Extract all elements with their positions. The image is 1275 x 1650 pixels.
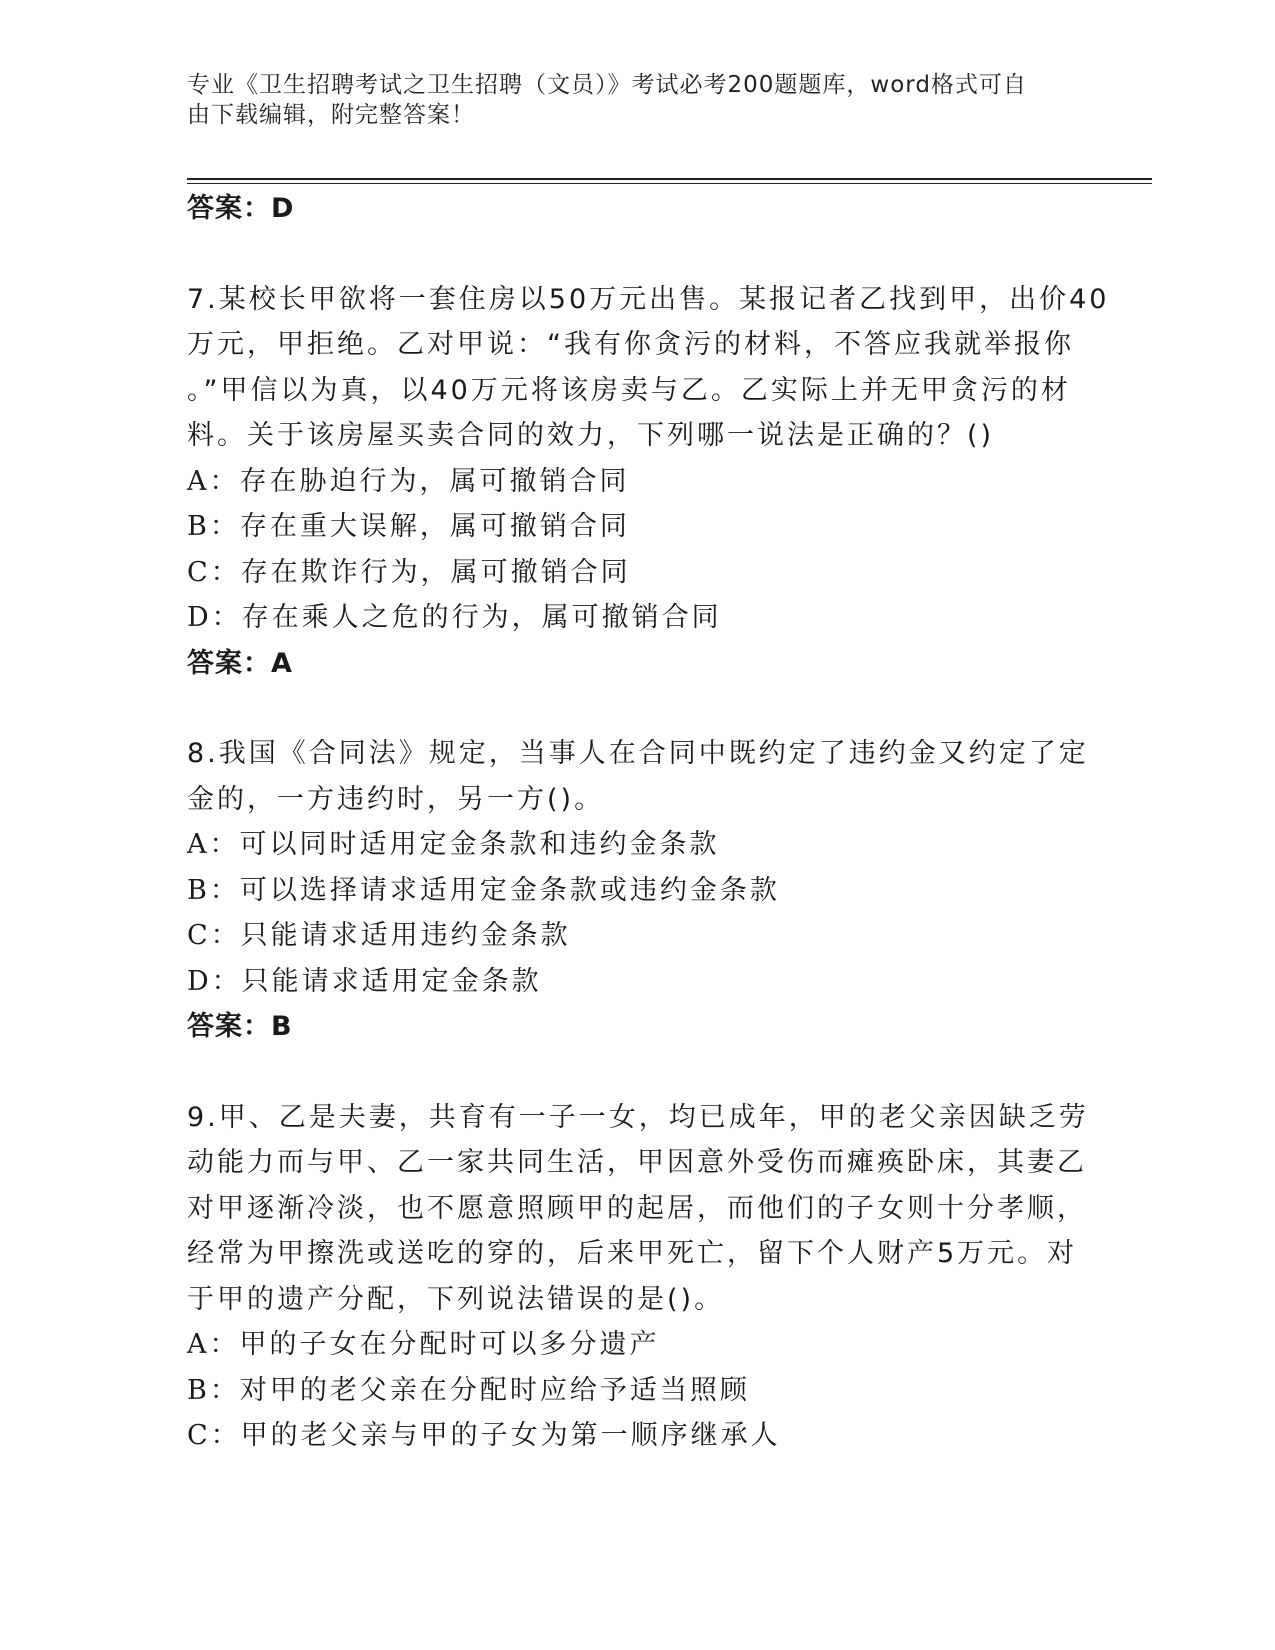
option-b: B：存在重大误解，属可撤销合同 [187, 511, 630, 542]
question-text-line: 对甲逐渐冷淡，也不愿意照顾甲的起居，而他们的子女则十分孝顺， [187, 1192, 1087, 1224]
question-8 [187, 731, 1087, 1050]
option-c: C：只能请求适用违约金条款 [187, 920, 571, 951]
answer-line: 答案：D [187, 193, 295, 224]
answer-line: 答案：B [187, 1011, 293, 1042]
document-header [187, 70, 1067, 130]
document-body [187, 186, 1110, 1459]
question-text-line: 8.我国《合同法》规定，当事人在合同中既约定了违约金又约定了定 [187, 738, 1089, 769]
question-text-line: 。”甲信以为真，以40万元将该房卖与乙。乙实际上并无甲贪污的材 [187, 374, 1071, 406]
spacer [187, 686, 1087, 731]
header-divider [187, 178, 1152, 184]
option-d: D：只能请求适用定金条款 [187, 965, 542, 997]
question-7 [187, 277, 1110, 687]
option-b: B：对甲的老父亲在分配时应给予适当照顾 [187, 1374, 750, 1406]
header-line: 由下载编辑，附完整答案！ [187, 102, 475, 128]
answer-line: 答案：A [187, 647, 293, 679]
option-c: C：甲的老父亲与甲的子女为第一顺序继承人 [187, 1420, 781, 1451]
option-a: A：存在胁迫行为，属可撤销合同 [187, 465, 630, 497]
spacer [187, 232, 1087, 277]
header-line: 专业《卫生招聘考试之卫生招聘（文员）》考试必考200题题库，word格式可自 [187, 72, 1027, 98]
question-text-line: 料。关于该房屋买卖合同的效力，下列哪一说法是正确的？() [187, 420, 995, 451]
question-text-line: 动能力而与甲、乙一家共同生活，甲因意外受伤而瘫痪卧床，其妻乙 [187, 1147, 1087, 1178]
option-b: B：可以选择请求适用定金条款或违约金条款 [187, 874, 780, 906]
option-c: C：存在欺诈行为，属可撤销合同 [187, 556, 631, 588]
option-a: A：可以同时适用定金条款和违约金条款 [187, 829, 720, 860]
question-text-line: 经常为甲擦洗或送吃的穿的，后来甲死亡，留下个人财产5万元。对 [187, 1238, 1078, 1269]
question-text-line: 9.甲、乙是夫妻，共育有一子一女，均已成年，甲的老父亲因缺乏劳 [187, 1101, 1089, 1133]
option-d: D：存在乘人之危的行为，属可撤销合同 [187, 602, 722, 633]
question-text-line: 金的，一方违约时，另一方()。 [187, 783, 605, 815]
question-text-line: 7.某校长甲欲将一套住房以50万元出售。某报记者乙找到甲，出价40 [187, 283, 1110, 315]
spacer [187, 1050, 1087, 1095]
question-9 [187, 1095, 1087, 1459]
question-text-line: 于甲的遗产分配，下列说法错误的是()。 [187, 1283, 725, 1315]
option-a: A：甲的子女在分配时可以多分遗产 [187, 1329, 660, 1360]
question-text-line: 万元，甲拒绝。乙对甲说：“我有你贪污的材料，不答应我就举报你 [187, 329, 1074, 360]
